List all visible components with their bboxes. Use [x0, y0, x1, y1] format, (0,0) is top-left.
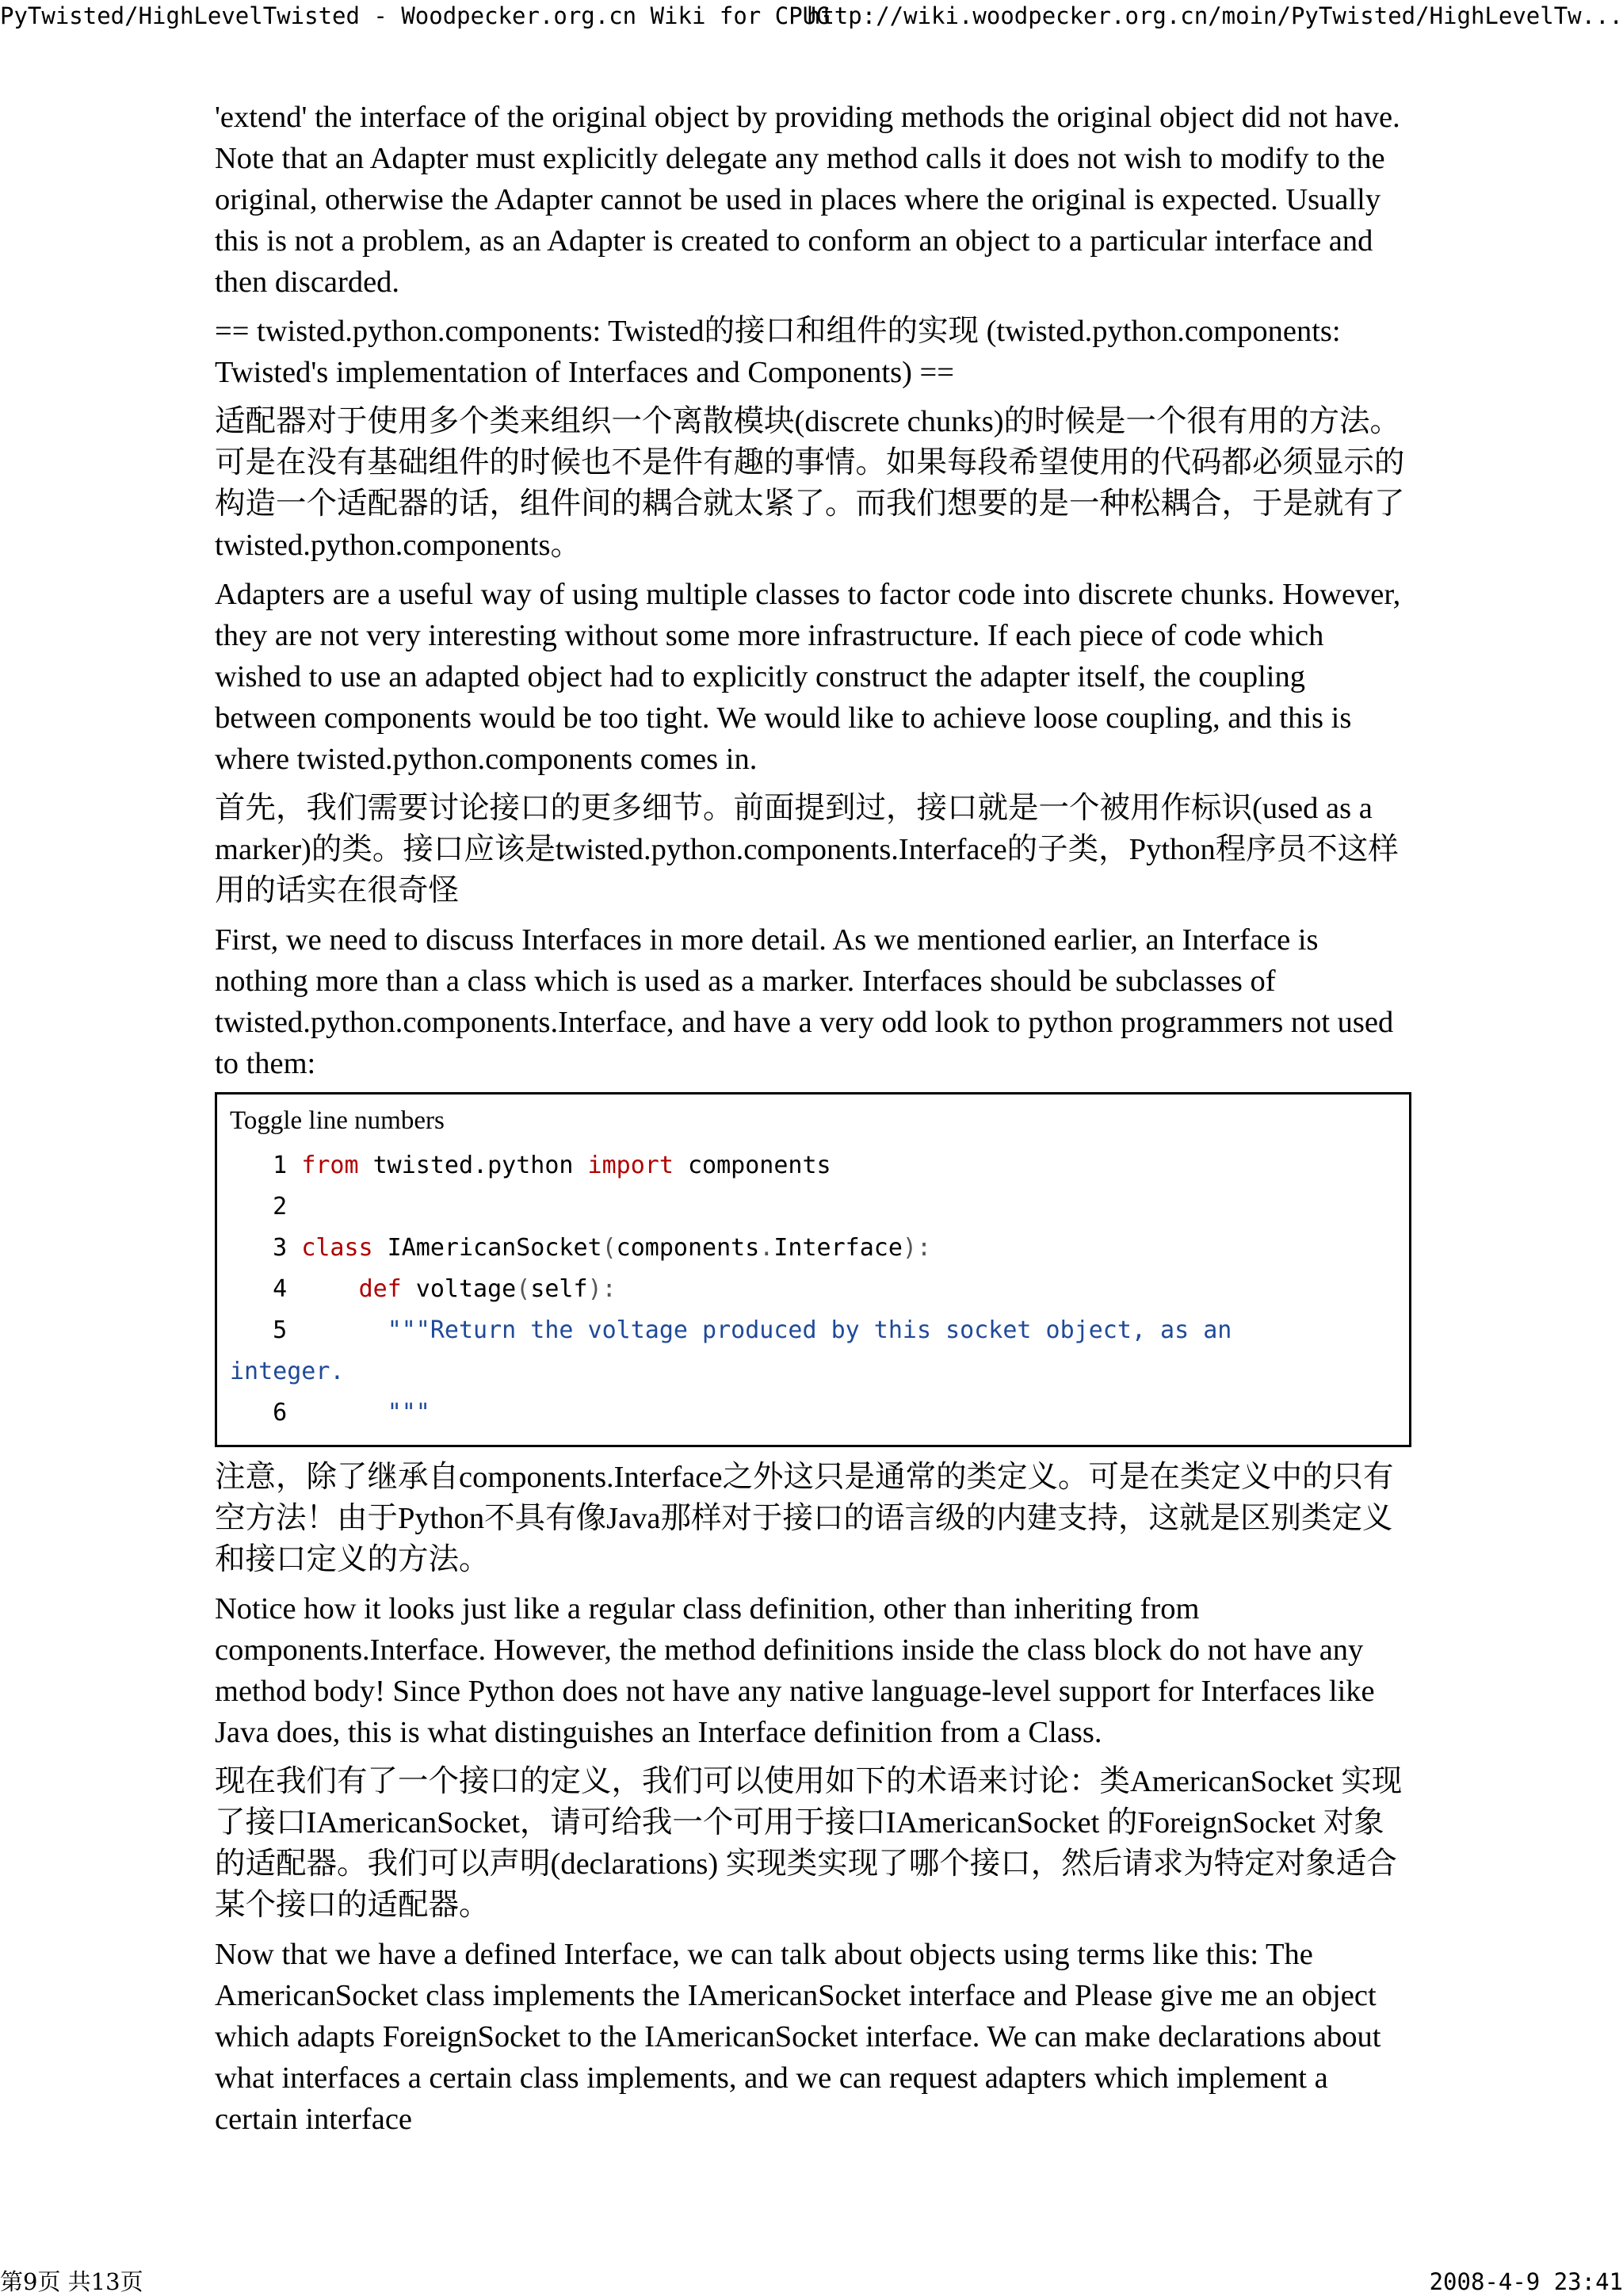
toggle-line-numbers-link[interactable]: Toggle line numbers: [230, 1106, 445, 1135]
paragraph-interfaces-en: First, we need to discuss Interfaces in more detail. As we mentioned earlier, an Interface is nothing more than a class which is used as a marker. Interfaces should be subclasses of twisted.python.components.Interface, and have a very odd look to python programmers not used to them:: [215, 923, 1394, 1080]
paragraph-terms-zh: 现在我们有了一个接口的定义，我们可以使用如下的术语来讨论：类AmericanSocket 实现了接口IAmericanSocket，请可给我一个可用于接口IAmericanSocket 的ForeignSocket 对象的适配器。我们可以声明(declarations) 实现类实现了哪个接口，然后请求为特定对象适合某个接口的适配器。: [215, 1765, 1403, 1922]
paragraph-adapter-extend: 'extend' the interface of the original object by providing methods the original object did not have. Note that an Adapter must explicitly delegate any method calls it does not wish to modify to the original, otherwise the Adapter cannot be used in places where the original is expected. Usually this is not a problem, as an Adapter is created to conform an object to a particular interface and then discarded.: [215, 101, 1400, 299]
code-token: [301, 1399, 387, 1427]
header-title: PyTwisted/HighLevelTwisted - Woodpecker.org.cn Wiki for CPUG: [0, 2, 831, 29]
paragraph-notice-zh: 注意，除了继承自components.Interface之外这只是通常的类定义。可是在类定义中的只有空方法！由于Python不具有像Java那样对于接口的语言级的内建支持，这就是区别类定义和接口定义的方法。: [215, 1461, 1394, 1576]
line-number: 1: [230, 1152, 302, 1179]
code-token: from: [301, 1152, 359, 1179]
code-token: import: [587, 1152, 674, 1179]
paragraph-components-zh: 适配器对于使用多个类来组织一个离散模块(discrete chunks)的时候是一个很有用的方法。可是在没有基础组件的时候也不是件有趣的事情。如果每段希望使用的代码都必须显示的构造一个适配器的话，组件间的耦合就太紧了。而我们想要的是一种松耦合，于是就有了twisted.python.components。: [215, 405, 1405, 562]
line-number: 4: [230, 1275, 302, 1303]
code-token: voltage: [401, 1275, 517, 1303]
paragraph-notice-en: Notice how it looks just like a regular class definition, other than inheriting from components.Interface. However, the method definitions inside the class block do not have any method body! Since Python does not have any native language-level support for Interfaces like Java does, this is what distinguishes an Interface definition from a Class.: [215, 1592, 1375, 1749]
code-token: Interface: [773, 1234, 903, 1262]
code-token: self: [530, 1275, 588, 1303]
code-token: IAmericanSocket: [372, 1234, 602, 1262]
code-token: ):: [902, 1234, 932, 1262]
page-number: 第9页 共13页: [0, 2268, 143, 2295]
print-timestamp: 2008-4-9 23:41: [1429, 2268, 1623, 2295]
print-header: [0, 0, 1623, 32]
code-block: [215, 1092, 1411, 1447]
code-token: components: [616, 1234, 760, 1262]
code-token: .: [759, 1234, 774, 1262]
code-token: """Return the voltage produced by this socket object, as an: [387, 1316, 1232, 1344]
code-token: integer.: [230, 1358, 345, 1385]
code-token: components: [673, 1152, 831, 1179]
header-url: http://wiki.woodpecker.org.cn/moin/PyTwisted/HighLevelTw...: [806, 2, 1623, 29]
print-footer: [0, 2268, 1623, 2296]
code-token: class: [301, 1234, 373, 1262]
code-token: (: [516, 1275, 531, 1303]
code-token: """: [387, 1399, 430, 1427]
code-token: ):: [587, 1275, 617, 1303]
code-line: [230, 1310, 1409, 1351]
page-content: [215, 97, 1411, 2148]
code-listing: [230, 1145, 1409, 1434]
code-line: [230, 1351, 1409, 1392]
paragraph-interfaces-zh: 首先，我们需要讨论接口的更多细节。前面提到过，接口就是一个被用作标识(used as a marker)的类。接口应该是twisted.python.components.Interface的子类，Python程序员不这样用的话实在很奇怪: [215, 792, 1399, 907]
code-token: twisted.python: [358, 1152, 588, 1179]
paragraph-terms-en: Now that we have a defined Interface, we can talk about objects using terms like this: The AmericanSocket class implements the IAmericanSocket interface and Please give me an object which adapts ForeignSocket to the IAmericanSocket interface. We can make declarations about what interfaces a certain class implements, and we can request adapters which implement a certain interface: [215, 1938, 1381, 2136]
code-token: [301, 1316, 387, 1344]
code-line: [230, 1392, 1409, 1434]
code-line: [230, 1228, 1409, 1269]
code-token: def: [358, 1275, 402, 1303]
line-number: 3: [230, 1234, 302, 1262]
code-line: [230, 1269, 1409, 1310]
line-number: 6: [230, 1399, 302, 1427]
paragraph-components-en: Adapters are a useful way of using multiple classes to factor code into discrete chunks. However, they are not very interesting without some more infrastructure. If each piece of code which wished to use an adapted object had to explicitly construct the adapter itself, the coupling between components would be too tight. We would like to achieve loose coupling, and this is where twisted.python.components comes in.: [215, 578, 1401, 776]
section-heading-components: == twisted.python.components: Twisted的接口和组件的实现 (twisted.python.components: Twisted's implementation of Interfaces and Components) ==: [215, 315, 1341, 389]
code-line: [230, 1145, 1409, 1186]
line-number: 5: [230, 1316, 302, 1344]
code-line: [230, 1186, 1409, 1228]
line-number: 2: [230, 1193, 302, 1221]
code-token: [301, 1275, 358, 1303]
code-token: (: [601, 1234, 617, 1262]
